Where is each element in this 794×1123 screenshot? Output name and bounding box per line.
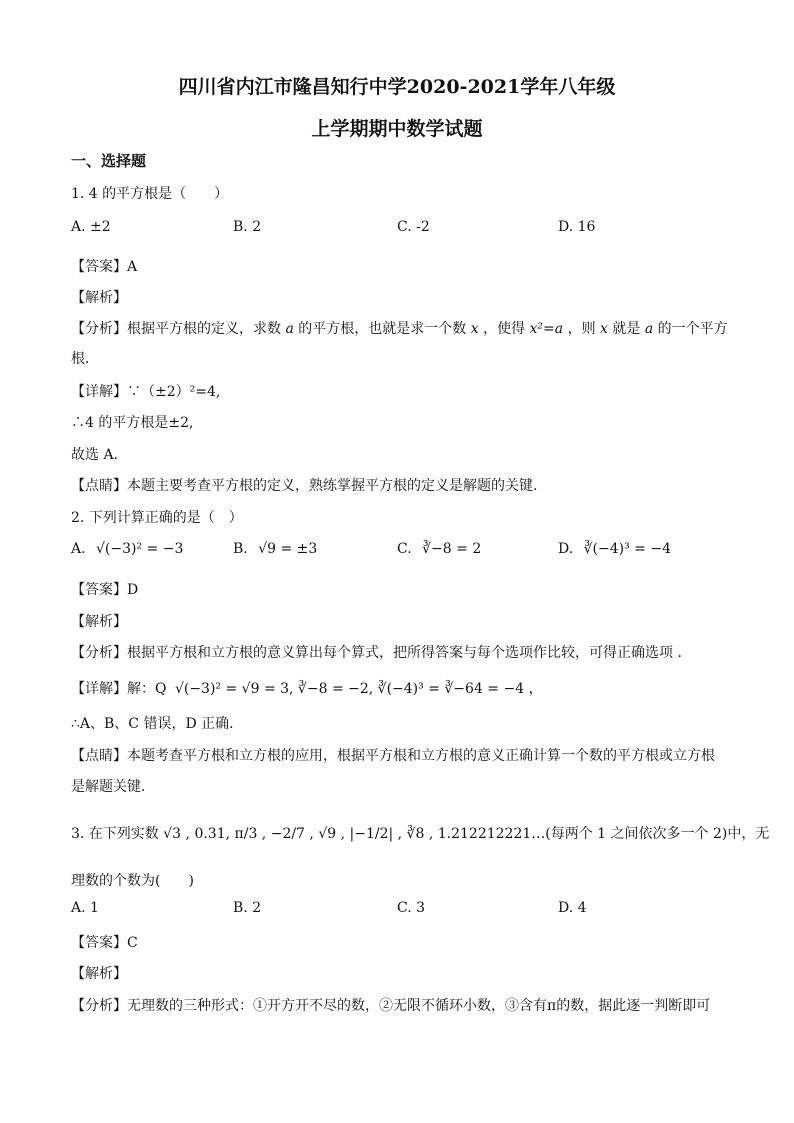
q3-option-b: B. 2 bbox=[233, 900, 262, 916]
q1-dianjing: 【点睛】本题主要考查平方根的定义，熟练掌握平方根的定义是解题的关键. bbox=[71, 478, 538, 494]
q2-option-d-label: D. bbox=[558, 541, 574, 557]
q3-stem-d: |−1/2| , ∛8 , 1.212212221…(每两个 1 之间依次多一个 2)中，无 bbox=[349, 826, 770, 842]
q1-answer: 【答案】A bbox=[71, 259, 138, 275]
q3-option-d: D. 4 bbox=[558, 900, 587, 916]
q1-option-b: B. 2 bbox=[233, 219, 262, 235]
q1-stem: 1. 4 的平方根是（ ） bbox=[71, 186, 229, 202]
q1-option-a: A. ±2 bbox=[71, 219, 111, 235]
q2-line-2: ∴A、B、C 错误，D 正确． bbox=[71, 716, 244, 732]
q2-option-d bbox=[558, 541, 671, 557]
q2-detail-prefix: 【详解】解：Q bbox=[71, 681, 167, 697]
q1-fenxi-e: 就是 bbox=[612, 321, 641, 337]
q2-jiexi: 【解析】 bbox=[71, 614, 127, 630]
q2-dianjing-1: 【点睛】本题考查平方根和立方根的应用，根据平方根和立方根的意义正确计算一个数的平方根或立方根 bbox=[71, 748, 715, 764]
q2-option-c bbox=[397, 541, 481, 557]
q2-option-b-math: √9 = ±3 bbox=[258, 541, 318, 557]
q2-option-a-math: √(−3)² = −3 bbox=[96, 541, 184, 557]
q2-detail bbox=[71, 678, 543, 698]
q1-var-x: x bbox=[470, 321, 479, 337]
q2-option-a-label: A. bbox=[71, 541, 86, 557]
q1-option-c: C. -2 bbox=[397, 219, 430, 235]
q3-answer: 【答案】C bbox=[71, 935, 138, 951]
q1-fenxi-c: ，使得 bbox=[483, 321, 526, 337]
q1-jiexi: 【解析】 bbox=[71, 290, 127, 306]
q1-fenxi-b: 的平方根，也就是求一个数 bbox=[298, 321, 467, 337]
q2-answer: 【答案】D bbox=[71, 582, 139, 598]
q1-detail: 【详解】∵（±2）²=4, bbox=[71, 384, 221, 400]
q3-stem-a: 3. 在下列实数 bbox=[71, 826, 159, 842]
q1-var-a-2: a bbox=[644, 321, 654, 337]
q1-fenxi-a: 【分析】根据平方根的定义，求数 bbox=[71, 321, 281, 337]
q1-fenxi-cont: 根． bbox=[71, 351, 99, 367]
q1-option-d: D. 16 bbox=[558, 219, 596, 235]
q2-detail-math: √(−3)² = √9 = 3, ∛−8 = −2, ∛(−4)³ = ∛−64 = −4 ， bbox=[174, 681, 543, 697]
q1-line-2: ∴4 的平方根是±2, bbox=[71, 415, 194, 431]
q1-fenxi bbox=[71, 318, 728, 338]
q2-option-c-math: ∛−8 = 2 bbox=[422, 541, 482, 557]
q3-option-c: C. 3 bbox=[397, 900, 426, 916]
q3-stem-c: π/3 , −2/7 , √9 , bbox=[234, 826, 346, 842]
q1-fenxi-f: 的一个平方 bbox=[657, 321, 728, 337]
q3-jiexi: 【解析】 bbox=[71, 966, 127, 982]
q3-stem bbox=[71, 823, 769, 843]
q2-option-a bbox=[71, 541, 183, 557]
q2-dianjing-2: 是解题关键． bbox=[71, 779, 155, 795]
section-heading: 一、选择题 bbox=[71, 152, 147, 170]
q2-option-b bbox=[233, 541, 317, 557]
q1-eq: x²=a bbox=[529, 321, 564, 337]
q3-stem-cont: 理数的个数为( ) bbox=[71, 873, 194, 889]
q3-option-a: A. 1 bbox=[71, 900, 99, 916]
q1-fenxi-d: ，则 bbox=[567, 321, 596, 337]
q2-stem: 2. 下列计算正确的是（ ） bbox=[71, 510, 243, 526]
q2-option-b-label: B. bbox=[233, 541, 248, 557]
q1-line-3: 故选 A. bbox=[71, 447, 119, 463]
q2-option-c-label: C. bbox=[397, 541, 412, 557]
q2-fenxi: 【分析】根据平方根和立方根的意义算出每个算式，把所得答案与每个选项作比较，可得正确选项 ． bbox=[71, 645, 692, 661]
q1-var-x-2: x bbox=[600, 321, 608, 337]
title-line-2: 上学期期中数学试题 bbox=[311, 118, 483, 140]
q1-var-a: a bbox=[285, 321, 294, 337]
q3-stem-b: √3 , 0.31, bbox=[163, 826, 231, 842]
q2-option-d-math: ∛(−4)³ = −4 bbox=[583, 541, 672, 557]
title-line-1: 四川省内江市隆昌知行中学2020-2021学年八年级 bbox=[178, 76, 616, 98]
q3-fenxi: 【分析】无理数的三种形式：①开方开不尽的数，②无限不循环小数，③含有π的数，据此逐一判断即可 bbox=[71, 998, 711, 1014]
